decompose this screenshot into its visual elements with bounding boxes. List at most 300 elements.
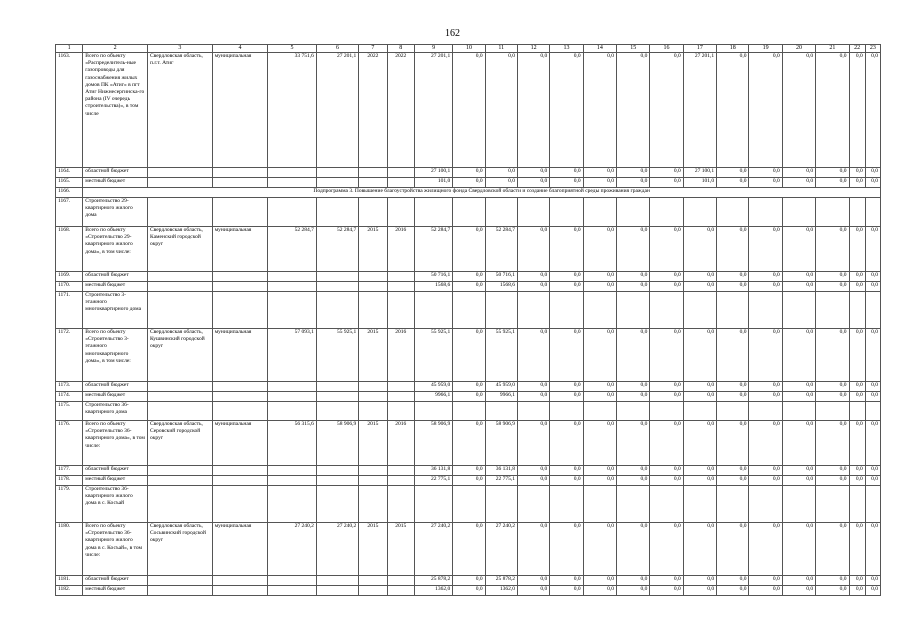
value-cell: 25 878,2 — [414, 576, 452, 586]
value-cell: 58 906,9 — [316, 421, 358, 466]
value-cell — [849, 198, 865, 227]
value-cell: 0,0 — [749, 272, 782, 282]
ownership-form — [212, 392, 268, 402]
ownership-form — [212, 486, 268, 523]
value-cell — [268, 272, 317, 282]
value-cell: 27 240,2 — [316, 523, 358, 576]
table-row — [56, 282, 881, 292]
ownership-form — [212, 282, 268, 292]
value-cell: 0,0 — [550, 392, 583, 402]
subprogram-row — [56, 188, 881, 198]
value-cell: 0,0 — [849, 282, 865, 292]
value-cell — [583, 198, 616, 227]
value-cell: 0,0 — [453, 178, 485, 188]
value-cell: 0,0 — [717, 382, 749, 392]
column-number: 21 — [816, 45, 849, 53]
value-cell: 0,0 — [550, 586, 583, 596]
value-cell: 0,0 — [517, 466, 549, 476]
value-cell: 27 201,1 — [683, 53, 716, 168]
object-name: областной бюджет — [83, 576, 148, 586]
object-name: Всего по объекту «Строительство 36-квартирного жилого дома в с. Косъай», в том числе: — [83, 523, 148, 576]
row-number: 1176. — [56, 421, 83, 466]
value-cell: 0,0 — [717, 576, 749, 586]
year-cell — [387, 466, 414, 476]
row-number: 1168. — [56, 227, 83, 272]
value-cell: 0,0 — [550, 421, 583, 466]
year-cell: 2016 — [387, 227, 414, 272]
value-cell: 50 716,1 — [485, 272, 517, 282]
value-cell: 52 284,7 — [268, 227, 317, 272]
value-cell: 0,0 — [782, 523, 815, 576]
year-cell — [387, 576, 414, 586]
column-number: 19 — [749, 45, 782, 53]
value-cell: 0,0 — [865, 382, 880, 392]
value-cell: 0,0 — [717, 586, 749, 596]
value-cell — [782, 402, 815, 421]
value-cell: 0,0 — [816, 392, 849, 402]
value-cell: 0,0 — [782, 178, 815, 188]
value-cell: 0,0 — [849, 53, 865, 168]
value-cell — [717, 198, 749, 227]
subprogram-title: Подпрограмма 3. Повышение благоустройства жилищного фонда Свердловской области и создание благоприятной среды проживания граждан — [83, 188, 881, 198]
value-cell: 0,0 — [816, 53, 849, 168]
value-cell: 0,0 — [517, 272, 549, 282]
value-cell: 27 201,1 — [414, 53, 452, 168]
value-cell: 0,0 — [453, 53, 485, 168]
value-cell: 0,0 — [517, 227, 549, 272]
year-cell — [359, 466, 387, 476]
value-cell: 0,0 — [782, 421, 815, 466]
value-cell: 0,0 — [816, 576, 849, 586]
value-cell: 0,0 — [782, 227, 815, 272]
value-cell: 0,0 — [617, 282, 650, 292]
row-number: 1164. — [56, 168, 83, 178]
ownership-form — [212, 586, 268, 596]
value-cell — [650, 292, 683, 329]
value-cell: 0,0 — [717, 53, 749, 168]
ownership-form — [212, 292, 268, 329]
value-cell — [865, 486, 880, 523]
column-number: 16 — [650, 45, 683, 53]
value-cell: 0,0 — [550, 227, 583, 272]
year-cell — [359, 178, 387, 188]
location — [148, 282, 213, 292]
column-number: 12 — [517, 45, 549, 53]
ownership-form — [212, 466, 268, 476]
value-cell — [550, 486, 583, 523]
value-cell — [268, 402, 317, 421]
value-cell — [268, 576, 317, 586]
value-cell: 45 959,0 — [414, 382, 452, 392]
value-cell: 0,0 — [782, 272, 815, 282]
value-cell: 36 131,8 — [414, 466, 452, 476]
value-cell: 0,0 — [650, 272, 683, 282]
value-cell — [316, 382, 358, 392]
object-name: местный бюджет — [83, 178, 148, 188]
value-cell: 0,0 — [453, 586, 485, 596]
value-cell: 0,0 — [453, 282, 485, 292]
value-cell: 52 284,7 — [316, 227, 358, 272]
value-cell — [782, 198, 815, 227]
value-cell: 0,0 — [816, 382, 849, 392]
value-cell: 0,0 — [617, 53, 650, 168]
value-cell: 1568,6 — [485, 282, 517, 292]
table-row — [56, 227, 881, 272]
value-cell: 0,0 — [749, 282, 782, 292]
column-number: 17 — [683, 45, 716, 53]
value-cell: 0,0 — [650, 282, 683, 292]
value-cell: 0,0 — [453, 272, 485, 282]
value-cell: 0,0 — [849, 586, 865, 596]
value-cell: 0,0 — [749, 392, 782, 402]
value-cell — [865, 402, 880, 421]
year-cell: 2016 — [387, 329, 414, 382]
value-cell — [268, 476, 317, 486]
value-cell — [617, 486, 650, 523]
value-cell: 0,0 — [650, 476, 683, 486]
value-cell: 27 240,2 — [485, 523, 517, 576]
value-cell: 0,0 — [717, 282, 749, 292]
value-cell: 0,0 — [583, 178, 616, 188]
row-number: 1175. — [56, 402, 83, 421]
object-name: областной бюджет — [83, 272, 148, 282]
value-cell — [517, 292, 549, 329]
value-cell — [849, 486, 865, 523]
row-number: 1180. — [56, 523, 83, 576]
ownership-form — [212, 382, 268, 392]
value-cell — [816, 486, 849, 523]
object-name: Всего по объекту «Распределитель-ные газопроводы для газоснабжения жилых домов ПК «Атиг» в пгт Атиг Нижнесергинска-го района (IV очередь строительства)», в том числе — [83, 53, 148, 168]
value-cell: 0,0 — [749, 227, 782, 272]
value-cell: 0,0 — [517, 53, 549, 168]
value-cell — [316, 292, 358, 329]
value-cell: 0,0 — [749, 421, 782, 466]
value-cell: 0,0 — [683, 329, 716, 382]
ownership-form — [212, 198, 268, 227]
value-cell — [650, 486, 683, 523]
value-cell: 0,0 — [865, 392, 880, 402]
table-row — [56, 392, 881, 402]
value-cell: 0,0 — [517, 382, 549, 392]
value-cell: 0,0 — [650, 53, 683, 168]
value-cell — [517, 486, 549, 523]
value-cell: 0,0 — [849, 168, 865, 178]
value-cell: 0,0 — [849, 421, 865, 466]
value-cell — [316, 272, 358, 282]
value-cell: 0,0 — [849, 227, 865, 272]
value-cell: 0,0 — [617, 178, 650, 188]
value-cell: 58 906,9 — [414, 421, 452, 466]
object-name: областной бюджет — [83, 466, 148, 476]
value-cell: 0,0 — [816, 227, 849, 272]
value-cell: 0,0 — [749, 523, 782, 576]
row-number: 1179. — [56, 486, 83, 523]
value-cell: 0,0 — [583, 282, 616, 292]
year-cell: 2016 — [387, 421, 414, 466]
value-cell: 0,0 — [782, 586, 815, 596]
value-cell: 0,0 — [650, 392, 683, 402]
value-cell: 0,0 — [683, 282, 716, 292]
year-cell — [359, 168, 387, 178]
value-cell: 0,0 — [749, 168, 782, 178]
year-cell — [387, 168, 414, 178]
value-cell: 9966,1 — [485, 392, 517, 402]
value-cell: 0,0 — [583, 392, 616, 402]
value-cell — [453, 198, 485, 227]
column-number: 2 — [83, 45, 148, 53]
value-cell: 0,0 — [816, 178, 849, 188]
year-cell — [359, 486, 387, 523]
ownership-form: муниципальная — [212, 523, 268, 576]
value-cell — [717, 292, 749, 329]
value-cell: 0,0 — [816, 272, 849, 282]
value-cell: 0,0 — [849, 392, 865, 402]
value-cell: 0,0 — [583, 421, 616, 466]
row-number: 1182. — [56, 586, 83, 596]
ownership-form: муниципальная — [212, 421, 268, 466]
ownership-form — [212, 402, 268, 421]
ownership-form: муниципальная — [212, 227, 268, 272]
value-cell — [316, 392, 358, 402]
value-cell: 0,0 — [650, 466, 683, 476]
table-row — [56, 329, 881, 382]
location — [148, 178, 213, 188]
column-number: 20 — [782, 45, 815, 53]
column-number: 5 — [268, 45, 317, 53]
value-cell — [683, 198, 716, 227]
value-cell — [816, 292, 849, 329]
value-cell — [583, 402, 616, 421]
value-cell — [683, 292, 716, 329]
value-cell: 0,0 — [650, 576, 683, 586]
value-cell: 0,0 — [583, 576, 616, 586]
ownership-form — [212, 476, 268, 486]
year-cell: 2015 — [359, 523, 387, 576]
value-cell: 0,0 — [782, 382, 815, 392]
location — [148, 486, 213, 523]
value-cell: 0,0 — [865, 178, 880, 188]
year-cell: 2022 — [387, 53, 414, 168]
value-cell: 0,0 — [683, 272, 716, 282]
value-cell: 0,0 — [617, 421, 650, 466]
value-cell — [583, 292, 616, 329]
value-cell: 0,0 — [683, 586, 716, 596]
value-cell: 0,0 — [453, 392, 485, 402]
value-cell: 0,0 — [849, 523, 865, 576]
value-cell: 0,0 — [453, 523, 485, 576]
column-number-row — [56, 45, 881, 53]
value-cell — [316, 586, 358, 596]
value-cell: 36 131,8 — [485, 466, 517, 476]
column-number: 9 — [414, 45, 452, 53]
year-cell — [387, 272, 414, 282]
row-number: 1170. — [56, 282, 83, 292]
year-cell — [359, 282, 387, 292]
value-cell: 0,0 — [517, 282, 549, 292]
value-cell: 0,0 — [849, 466, 865, 476]
value-cell: 0,0 — [583, 476, 616, 486]
value-cell — [453, 292, 485, 329]
column-number: 1 — [56, 45, 83, 53]
value-cell: 0,0 — [865, 168, 880, 178]
value-cell: 0,0 — [782, 392, 815, 402]
column-number: 3 — [148, 45, 213, 53]
value-cell — [550, 198, 583, 227]
value-cell — [316, 282, 358, 292]
table-row — [56, 486, 881, 523]
value-cell: 0,0 — [717, 466, 749, 476]
row-number: 1165. — [56, 178, 83, 188]
location — [148, 272, 213, 282]
value-cell: 27 100,1 — [414, 168, 452, 178]
value-cell — [617, 198, 650, 227]
value-cell: 0,0 — [865, 523, 880, 576]
year-cell — [387, 198, 414, 227]
value-cell — [550, 292, 583, 329]
value-cell — [517, 198, 549, 227]
value-cell: 0,0 — [583, 168, 616, 178]
year-cell: 2022 — [359, 53, 387, 168]
year-cell — [359, 382, 387, 392]
location: Свердловская область, Кушвинский городской округ — [148, 329, 213, 382]
value-cell — [782, 486, 815, 523]
value-cell: 0,0 — [617, 576, 650, 586]
value-cell — [816, 198, 849, 227]
year-cell — [387, 586, 414, 596]
table-row — [56, 421, 881, 466]
row-number: 1166. — [56, 188, 83, 198]
column-number: 18 — [717, 45, 749, 53]
value-cell: 0,0 — [849, 476, 865, 486]
location: Свердловская область, п.г.т. Атиг — [148, 53, 213, 168]
table-row — [56, 198, 881, 227]
value-cell — [268, 292, 317, 329]
year-cell: 2015 — [359, 227, 387, 272]
column-number: 13 — [550, 45, 583, 53]
value-cell: 0,0 — [865, 227, 880, 272]
value-cell — [268, 178, 317, 188]
value-cell: 0,0 — [717, 421, 749, 466]
year-cell — [359, 476, 387, 486]
value-cell: 0,0 — [816, 421, 849, 466]
location — [148, 198, 213, 227]
value-cell: 101,0 — [683, 178, 716, 188]
value-cell: 0,0 — [550, 523, 583, 576]
value-cell: 0,0 — [650, 178, 683, 188]
object-name: Строительство 36-квартирного дома — [83, 402, 148, 421]
value-cell: 0,0 — [453, 227, 485, 272]
value-cell: 55 925,1 — [414, 329, 452, 382]
value-cell: 0,0 — [749, 586, 782, 596]
value-cell: 27 240,2 — [414, 523, 452, 576]
year-cell — [359, 292, 387, 329]
value-cell: 22 775,1 — [414, 476, 452, 486]
value-cell: 0,0 — [683, 392, 716, 402]
value-cell: 0,0 — [650, 421, 683, 466]
value-cell: 0,0 — [453, 421, 485, 466]
value-cell: 0,0 — [849, 329, 865, 382]
ownership-form — [212, 576, 268, 586]
value-cell: 0,0 — [550, 282, 583, 292]
value-cell — [485, 198, 517, 227]
value-cell — [485, 402, 517, 421]
value-cell: 0,0 — [517, 476, 549, 486]
value-cell — [749, 292, 782, 329]
column-number: 10 — [453, 45, 485, 53]
value-cell: 0,0 — [816, 466, 849, 476]
value-cell: 0,0 — [749, 576, 782, 586]
value-cell: 55 925,1 — [485, 329, 517, 382]
year-cell — [387, 382, 414, 392]
object-name: Строительство 3-этажного многоквартирного дома — [83, 292, 148, 329]
value-cell: 55 925,1 — [316, 329, 358, 382]
value-cell: 0,0 — [749, 178, 782, 188]
table-row — [56, 272, 881, 282]
value-cell — [683, 402, 716, 421]
value-cell: 0,0 — [717, 476, 749, 486]
value-cell: 0,0 — [517, 329, 549, 382]
value-cell: 0,0 — [453, 382, 485, 392]
value-cell — [316, 576, 358, 586]
value-cell: 0,0 — [517, 523, 549, 576]
value-cell: 0,0 — [583, 523, 616, 576]
value-cell — [414, 198, 452, 227]
value-cell: 0,0 — [816, 523, 849, 576]
value-cell: 0,0 — [782, 282, 815, 292]
value-cell: 0,0 — [617, 168, 650, 178]
value-cell: 0,0 — [865, 576, 880, 586]
column-number: 23 — [865, 45, 880, 53]
value-cell: 0,0 — [865, 329, 880, 382]
location — [148, 586, 213, 596]
year-cell — [359, 392, 387, 402]
location — [148, 168, 213, 178]
row-number: 1181. — [56, 576, 83, 586]
value-cell: 0,0 — [583, 227, 616, 272]
object-name: Всего по объекту «Строительство 36-квартирного дома», в том числе: — [83, 421, 148, 466]
value-cell: 0,0 — [865, 272, 880, 282]
value-cell: 0,0 — [517, 421, 549, 466]
value-cell — [717, 402, 749, 421]
value-cell — [617, 402, 650, 421]
row-number: 1167. — [56, 198, 83, 227]
value-cell: 0,0 — [782, 168, 815, 178]
value-cell — [485, 486, 517, 523]
value-cell: 0,0 — [865, 53, 880, 168]
value-cell: 0,0 — [517, 178, 549, 188]
value-cell: 0,0 — [650, 227, 683, 272]
location — [148, 476, 213, 486]
table-row — [56, 476, 881, 486]
table-row — [56, 53, 881, 168]
value-cell: 0,0 — [816, 476, 849, 486]
value-cell: 0,0 — [749, 329, 782, 382]
value-cell: 0,0 — [865, 421, 880, 466]
value-cell: 0,0 — [550, 466, 583, 476]
value-cell: 0,0 — [865, 466, 880, 476]
column-number: 15 — [617, 45, 650, 53]
value-cell — [749, 198, 782, 227]
value-cell: 57 093,1 — [268, 329, 317, 382]
value-cell: 0,0 — [453, 576, 485, 586]
value-cell: 0,0 — [782, 466, 815, 476]
value-cell: 0,0 — [485, 178, 517, 188]
value-cell: 9966,1 — [414, 392, 452, 402]
value-cell: 0,0 — [583, 329, 616, 382]
value-cell: 0,0 — [517, 586, 549, 596]
object-name: местный бюджет — [83, 282, 148, 292]
value-cell: 0,0 — [683, 382, 716, 392]
